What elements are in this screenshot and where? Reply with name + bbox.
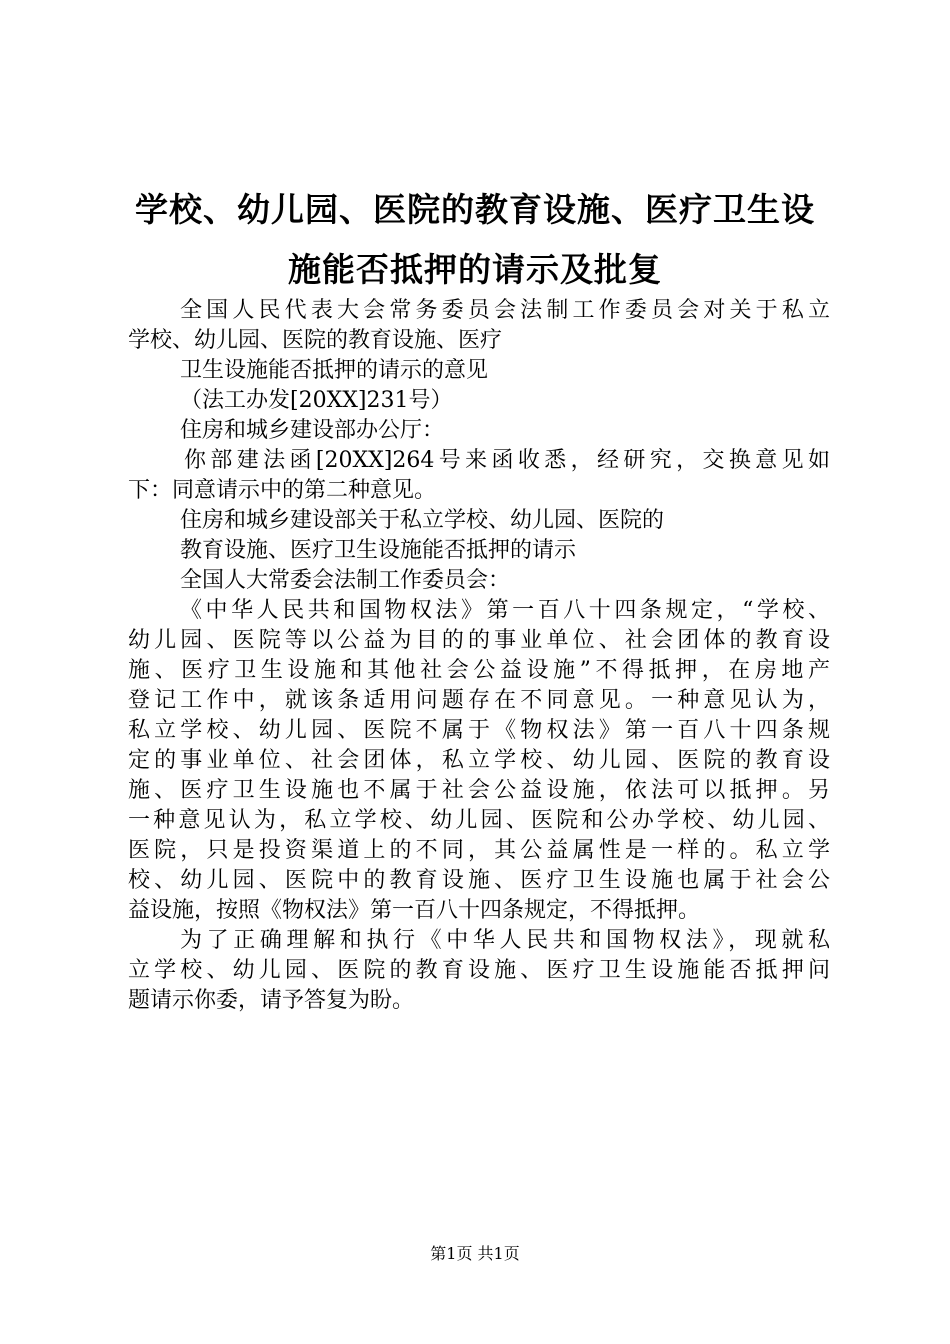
body-line: 医院，只是投资渠道上的不同，其公益属性是一样的。私立学 <box>128 838 830 863</box>
body-line: 全国人大常委会法制工作委员会： <box>180 568 511 593</box>
body-line: 为了正确理解和执行《中华人民共和国物权法》，现就私 <box>180 928 830 953</box>
body-line: 益设施，按照《物权法》第一百八十四条规定，不得抵押。 <box>128 898 701 923</box>
body-line: 施、医疗卫生设施也不属于社会公益设施，依法可以抵押。另 <box>128 778 830 803</box>
body-line: 住房和城乡建设部关于私立学校、幼儿园、医院的 <box>180 508 665 533</box>
body-line: 校、幼儿园、医院中的教育设施、医疗卫生设施也属于社会公 <box>128 868 830 893</box>
body-line: 卫生设施能否抵押的请示的意见 <box>180 358 489 383</box>
body-line: 幼儿园、医院等以公益为目的的事业单位、社会团体的教育设 <box>128 628 830 653</box>
body-line: 下：同意请示中的第二种意见。 <box>128 478 437 503</box>
body-line: 立学校、幼儿园、医院的教育设施、医疗卫生设施能否抵押问 <box>128 958 830 983</box>
document-body <box>128 296 830 1016</box>
body-line: 全国人民代表大会常务委员会法制工作委员会对关于私立 <box>180 298 830 323</box>
body-line: 你部建法函[20XX]264号来函收悉，经研究，交换意见如 <box>184 448 830 473</box>
body-line: 一种意见认为，私立学校、幼儿园、医院和公办学校、幼儿园、 <box>128 808 830 833</box>
body-line: 施、医疗卫生设施和其他社会公益设施”不得抵押，在房地产 <box>128 658 830 683</box>
body-line: 《中华人民共和国物权法》第一百八十四条规定，“学校、 <box>180 598 830 623</box>
body-line: 私立学校、幼儿园、医院不属于《物权法》第一百八十四条规 <box>128 718 830 743</box>
body-line: 定的事业单位、社会团体，私立学校、幼儿园、医院的教育设 <box>128 748 830 773</box>
document-title-line-2: 施能否抵押的请示及批复 <box>288 250 662 289</box>
body-line: 题请示你委，请予答复为盼。 <box>128 988 415 1013</box>
body-line: 教育设施、医疗卫生设施能否抵押的请示 <box>180 538 577 563</box>
body-line: 登记工作中，就该条适用问题存在不同意见。一种意见认为， <box>128 688 830 713</box>
page-footer: 第1页 共1页 <box>430 1244 520 1263</box>
body-line: 学校、幼儿园、医院的教育设施、医疗 <box>128 328 503 353</box>
body-line: （法工办发[20XX]231号） <box>180 388 453 413</box>
body-line: 住房和城乡建设部办公厅： <box>180 418 445 443</box>
document-title-line-1: 学校、幼儿园、医院的教育设施、医疗卫生设 <box>135 190 815 229</box>
